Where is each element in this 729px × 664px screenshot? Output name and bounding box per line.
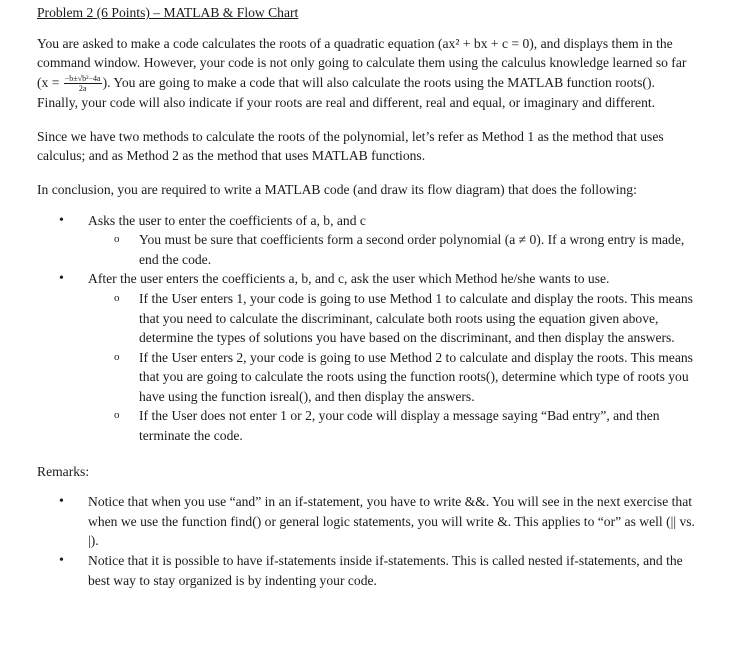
spacer xyxy=(37,113,697,127)
remarks-list xyxy=(37,492,697,590)
sub-bullet-marker: o xyxy=(114,291,120,304)
intro-text-end: ). You are going to make a code that will also calculate the roots using the MATLAB function roots(). Finally, your code will also indicate if your roots are real and different, real and equal, or imaginary and different. xyxy=(37,74,656,111)
list-item xyxy=(37,269,697,289)
list-item xyxy=(37,211,697,231)
remarks-heading: Remarks: xyxy=(37,463,90,479)
bullet-marker: • xyxy=(59,494,64,510)
list-item xyxy=(37,492,697,551)
quadratic-formula-fraction xyxy=(64,74,102,93)
bullet-marker: • xyxy=(59,212,64,228)
requirement-1-text: Asks the user to enter the coefficients of a, b, and c xyxy=(88,212,366,228)
requirements-list xyxy=(37,211,697,446)
sub-list-item xyxy=(37,289,697,348)
formula-denominator: 2a xyxy=(78,84,87,94)
spacer xyxy=(37,446,697,462)
bullet-marker: • xyxy=(59,553,64,569)
spacer xyxy=(37,166,697,180)
requirement-2b-text: If the User enters 2, your code is going to use Method 2 to calculate and display the roots. This means that you are going to calculate the roots using the function roots(), determine which type of roots you have using the function isreal(), and then display the answers. xyxy=(139,349,693,404)
sub-bullet-marker: o xyxy=(114,233,120,246)
remark-1-text: Notice that when you use “and” in an if-statement, you have to write &&. You will see in the next exercise that when we use the function find() or general logic statements, you will write &. This applies to “or” as well (|| vs. |). xyxy=(88,494,695,549)
sub-bullet-marker: o xyxy=(114,409,120,422)
sub-list-item xyxy=(37,348,697,407)
conclusion-paragraph: In conclusion, you are required to write a MATLAB code (and draw its flow diagram) that does the following: xyxy=(37,181,637,197)
sub-list-item xyxy=(37,230,697,269)
spacer xyxy=(37,200,697,211)
formula-numerator: −b±√b²−4a xyxy=(64,74,101,84)
intro-text-start: You are asked to make a code calculates the roots of a quadratic equation (ax² + bx + c = 0), and displays them in the command window. However, your code is not only going to calculate them using the calculus knowledge learned so far (x = xyxy=(37,35,687,90)
requirement-2-text: After the user enters the coefficients a, b, and c, ask the user which Method he/she wants to use. xyxy=(88,271,610,287)
requirement-2a-text: If the User enters 1, your code is going to use Method 1 to calculate and display the roots. This means that you need to calculate the discriminant, calculate both roots using the equation given above, determine the types of solutions you have based on the discriminant, and then display the answers. xyxy=(139,290,693,346)
bullet-marker: • xyxy=(59,271,64,287)
requirement-1a-text: You must be sure that coefficients form a second order polynomial (a ≠ 0). If a wrong entry is made, end the code. xyxy=(139,232,685,267)
sub-bullet-marker: o xyxy=(114,350,120,363)
intro-paragraph xyxy=(37,34,697,113)
problem-title: Problem 2 (6 Points) – MATLAB & Flow Chart xyxy=(37,5,299,20)
document-page xyxy=(37,3,697,590)
spacer xyxy=(37,481,697,492)
remark-2-text: Notice that it is possible to have if-statements inside if-statements. This is called nested if-statements, and the best way to stay organized is by indenting your code. xyxy=(88,553,683,588)
list-item xyxy=(37,551,697,590)
requirement-2c-text: If the User does not enter 1 or 2, your code will display a message saying “Bad entry”, and then terminate the code. xyxy=(139,408,660,444)
methods-paragraph: Since we have two methods to calculate the roots of the polynomial, let’s refer as Method 1 as the method that uses calculus; and as Method 2 as the method that uses MATLAB functions. xyxy=(37,128,664,164)
sub-list-item xyxy=(37,406,697,445)
